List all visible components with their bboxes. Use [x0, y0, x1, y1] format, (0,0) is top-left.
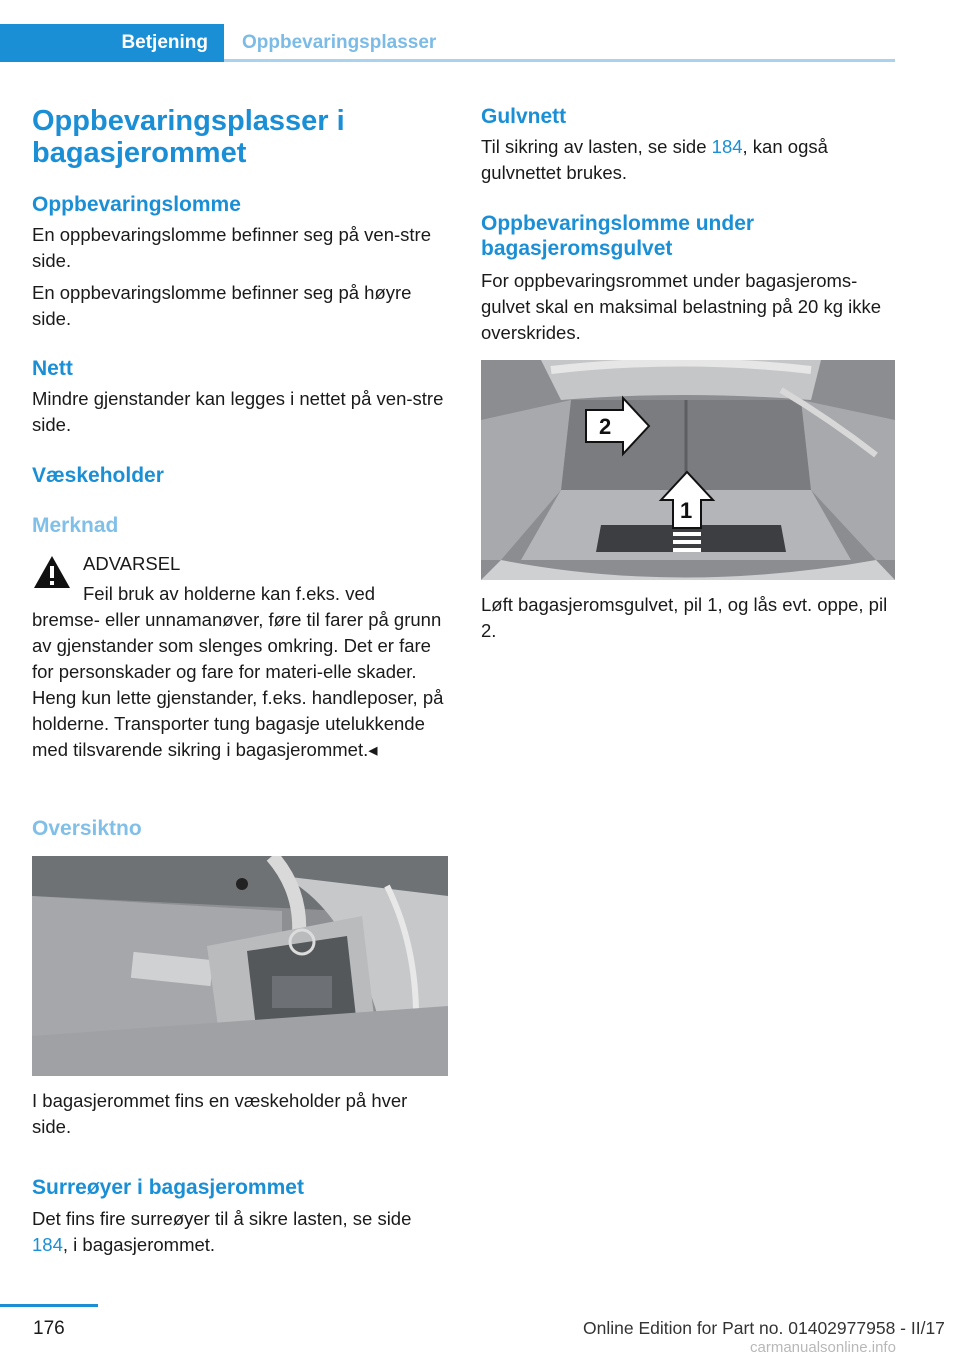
- floor-net-text-before: Til sikring av lasten, se side: [481, 136, 712, 157]
- page-number: 176: [33, 1318, 65, 1339]
- arrow-label-1: 1: [680, 498, 693, 523]
- heading-liquid-holder: Væskeholder: [32, 464, 164, 487]
- pocket-paragraph-2: En oppbevaringslomme befinner seg på høyre side.: [32, 282, 412, 329]
- tab-oppbevaringsplasser-label: Oppbevaringsplasser: [242, 32, 437, 53]
- arrow-label-2: 2: [599, 414, 612, 439]
- figure-trunk-side-holder: [32, 856, 448, 1076]
- heading-lashing-eyes: Surreøyer i bagasjerommet: [32, 1176, 304, 1199]
- edition-text: Online Edition for Part no. 01402977958 - II/17: [583, 1318, 945, 1338]
- header-tabbar: [0, 24, 895, 62]
- floor-figure-caption: Løft bagasjeromsgulvet, pil 1, og lås evt. oppe, pil 2.: [481, 594, 888, 641]
- tab-betjening[interactable]: [0, 24, 224, 62]
- heading-note: Merknad: [32, 514, 119, 537]
- page-link-184-right[interactable]: 184: [711, 136, 743, 157]
- net-paragraph: Mindre gjenstander kan legges i nettet på ven-stre side.: [32, 388, 444, 435]
- lashing-text-after: , i bagasjerommet.: [62, 1234, 216, 1255]
- floor-net-text-after: , kan også gulvnettet brukes.: [481, 136, 828, 183]
- trunk-side-illustration: [32, 856, 448, 1076]
- page-title: Oppbevaringsplasser i bagasjerommet: [32, 105, 345, 169]
- trunk-floor-illustration: [481, 360, 895, 580]
- heading-storage-pocket: Oppbevaringslomme: [32, 193, 241, 216]
- footer-rule: [0, 1304, 98, 1307]
- heading-overview: Oversiktno: [32, 817, 142, 840]
- heading-floor-net: Gulvnett: [481, 105, 567, 128]
- tab-betjening-label: Betjening: [121, 32, 208, 53]
- floor-net-paragraph: [481, 134, 897, 186]
- warning-first-line: Feil bruk av holderne kan f.eks. ved: [83, 583, 376, 604]
- pocket-paragraph-1: En oppbevaringslomme befinner seg på ven-stre side.: [32, 224, 432, 271]
- holder-caption: I bagasjerommet fins en væskeholder på hver side.: [32, 1090, 408, 1137]
- tab-oppbevaringsplasser[interactable]: [224, 24, 895, 62]
- page-link-184[interactable]: 184: [32, 1234, 63, 1255]
- warning-title: ADVARSEL: [83, 553, 181, 574]
- under-floor-paragraph: For oppbevaringsrommet under bagasjeroms-gulvet skal en maksimal belastning på 20 kg ikke overskrides.: [481, 270, 882, 343]
- watermark: carmanualsonline.info: [750, 1339, 896, 1356]
- warning-body: bremse- eller unnamanøver, føre til farer på grunn av gjenstander som slenges omkring. Det er fare for personskader og fare for materi-elle skader. Heng kun lette gjenstander, f.eks. handleposer, på holderne. Transporter tung bagasje utelukkende med tilsvarende sikring i bagasjerommet.◂: [32, 609, 444, 760]
- lashing-paragraph: [32, 1206, 412, 1258]
- warning-triangle-icon: [32, 554, 72, 590]
- heading-net: Nett: [32, 357, 73, 380]
- lashing-text-before: Det fins fire surreøyer til å sikre lasten, se side: [32, 1208, 412, 1229]
- figure-trunk-floor: [481, 360, 895, 580]
- heading-under-floor-pocket: Oppbevaringslomme under bagasjeromsgulvet: [481, 212, 755, 260]
